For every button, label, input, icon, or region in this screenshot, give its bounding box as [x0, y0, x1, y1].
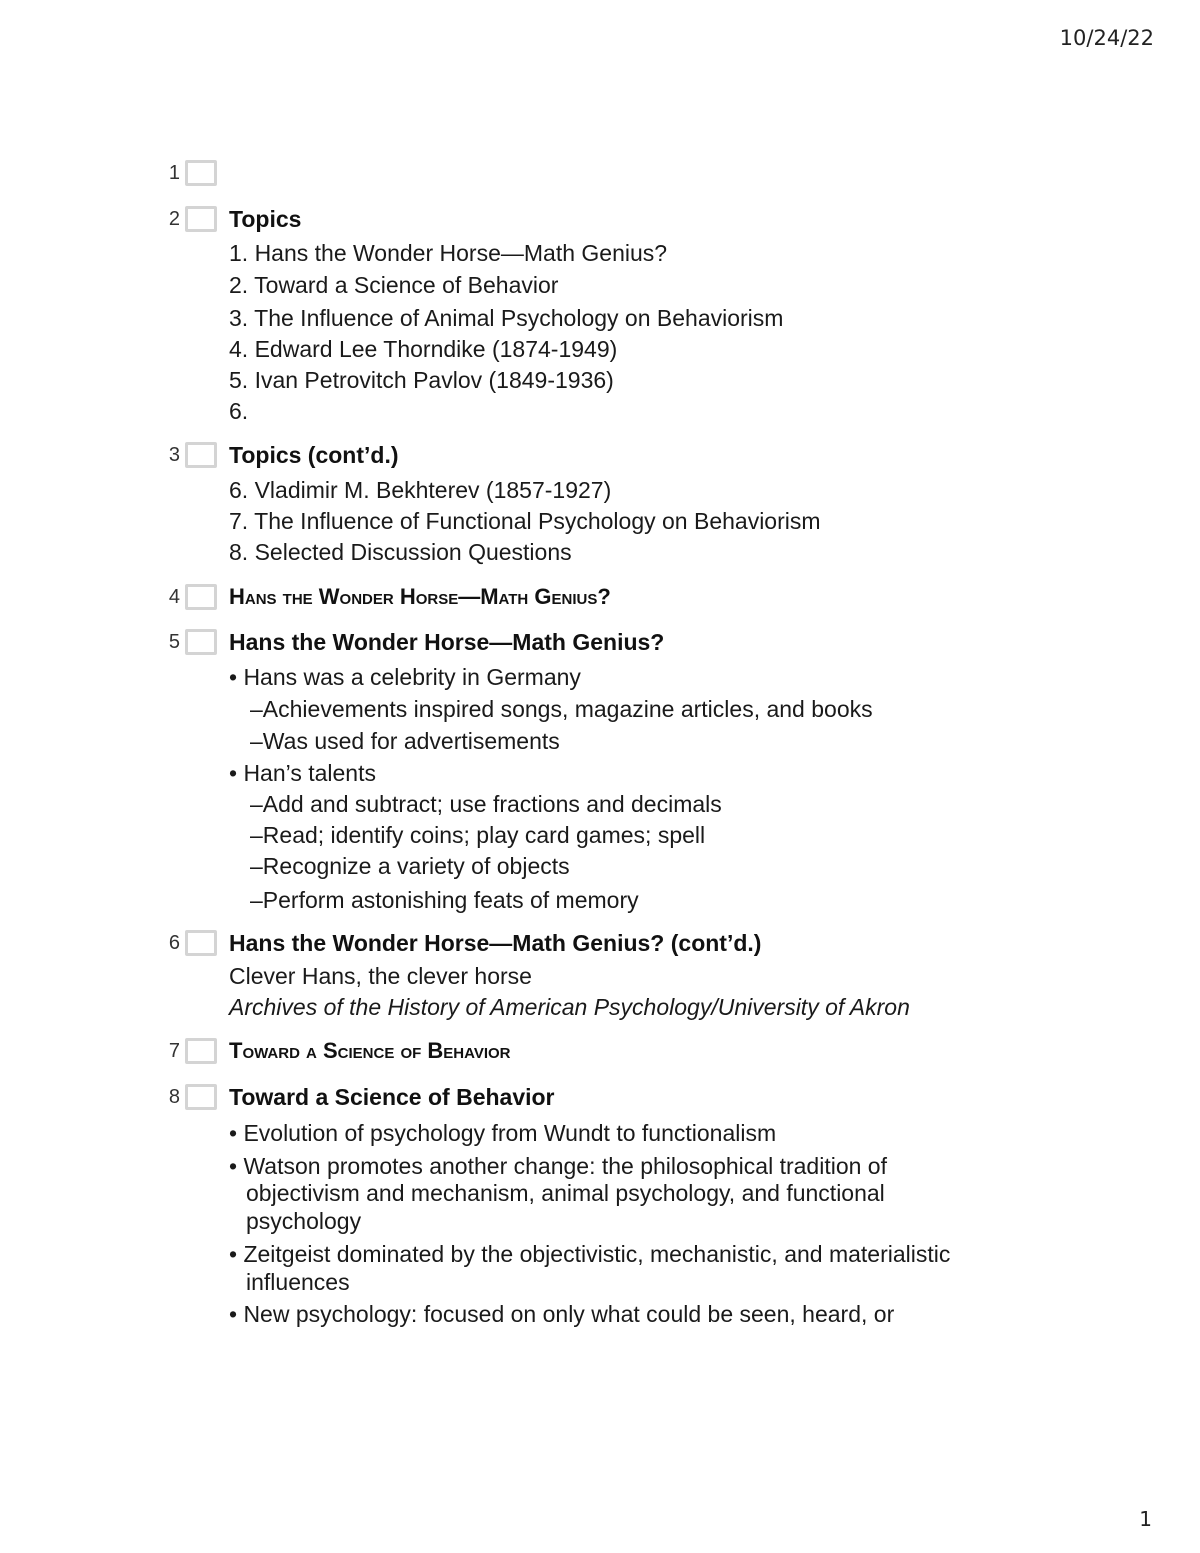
bullet-item: • Evolution of psychology from Wundt to functionalism [229, 1120, 777, 1146]
slide-thumbnail-checkbox[interactable] [185, 1084, 217, 1110]
slide-thumbnail-checkbox[interactable] [185, 629, 217, 655]
sub-bullet-item: –Perform astonishing feats of memory [250, 887, 639, 913]
topic-item: 6. Vladimir M. Bekhterev (1857-1927) [229, 477, 612, 503]
topic-item: 2. Toward a Science of Behavior [229, 272, 559, 298]
slide-thumbnail-checkbox[interactable] [185, 930, 217, 956]
slide-title: Toward a Science of Behavior [229, 1084, 555, 1110]
topic-item: 3. The Influence of Animal Psychology on Behaviorism [229, 305, 784, 331]
slide-thumbnail-checkbox[interactable] [185, 584, 217, 610]
bullet-item: • Watson promotes another change: the philosophical tradition of [229, 1153, 887, 1179]
bullet-item: • Hans was a celebrity in Germany [229, 664, 581, 690]
topic-item: 4. Edward Lee Thorndike (1874-1949) [229, 336, 618, 362]
topic-item: 5. Ivan Petrovitch Pavlov (1849-1936) [229, 367, 614, 393]
slide-thumbnail-checkbox[interactable] [185, 206, 217, 232]
slide-number: 1 [168, 162, 180, 184]
sub-bullet-item: –Recognize a variety of objects [250, 853, 570, 879]
slide-number: 5 [168, 631, 180, 653]
bullet-continuation: influences [246, 1269, 350, 1295]
slide-thumbnail-checkbox[interactable] [185, 442, 217, 468]
slide-number: 7 [168, 1040, 180, 1062]
page-date: 10/24/22 [1059, 26, 1154, 50]
bullet-item: • New psychology: focused on only what could be seen, heard, or [229, 1301, 895, 1327]
section-title: Toward a Science of Behavior [229, 1038, 511, 1063]
slide-thumbnail-checkbox[interactable] [185, 1038, 217, 1064]
slide-number: 6 [168, 932, 180, 954]
sub-bullet-item: –Achievements inspired songs, magazine articles, and books [250, 696, 873, 722]
slide-title: Topics [229, 206, 302, 232]
sub-bullet-item: –Read; identify coins; play card games; spell [250, 822, 706, 848]
page-number: 1 [1139, 1507, 1152, 1531]
slide-title: Hans the Wonder Horse—Math Genius? [229, 629, 665, 655]
topic-item: 6. [229, 398, 249, 424]
section-title: Hans the Wonder Horse—Math Genius? [229, 584, 611, 609]
slide-number: 4 [168, 586, 180, 608]
topic-item: 8. Selected Discussion Questions [229, 539, 572, 565]
slide-title: Hans the Wonder Horse—Math Genius? (cont’d.) [229, 930, 762, 956]
slide-number: 2 [168, 208, 180, 230]
topic-item: 7. The Influence of Functional Psychology on Behaviorism [229, 508, 821, 534]
bullet-continuation: objectivism and mechanism, animal psychology, and functional [246, 1180, 885, 1206]
sub-bullet-item: –Add and subtract; use fractions and decimals [250, 791, 722, 817]
slide-thumbnail-checkbox[interactable] [185, 160, 217, 186]
slide-title: Topics (cont’d.) [229, 442, 399, 468]
bullet-continuation: psychology [246, 1208, 362, 1234]
slide-number: 3 [168, 444, 180, 466]
bullet-item: • Han’s talents [229, 760, 376, 786]
sub-bullet-item: –Was used for advertisements [250, 728, 560, 754]
slide-number: 8 [168, 1086, 180, 1108]
bullet-item: • Zeitgeist dominated by the objectivistic, mechanistic, and materialistic [229, 1241, 951, 1267]
image-credit: Archives of the History of American Psychology/University of Akron [229, 994, 910, 1020]
topic-item: 1. Hans the Wonder Horse—Math Genius? [229, 240, 668, 266]
image-caption: Clever Hans, the clever horse [229, 963, 532, 989]
